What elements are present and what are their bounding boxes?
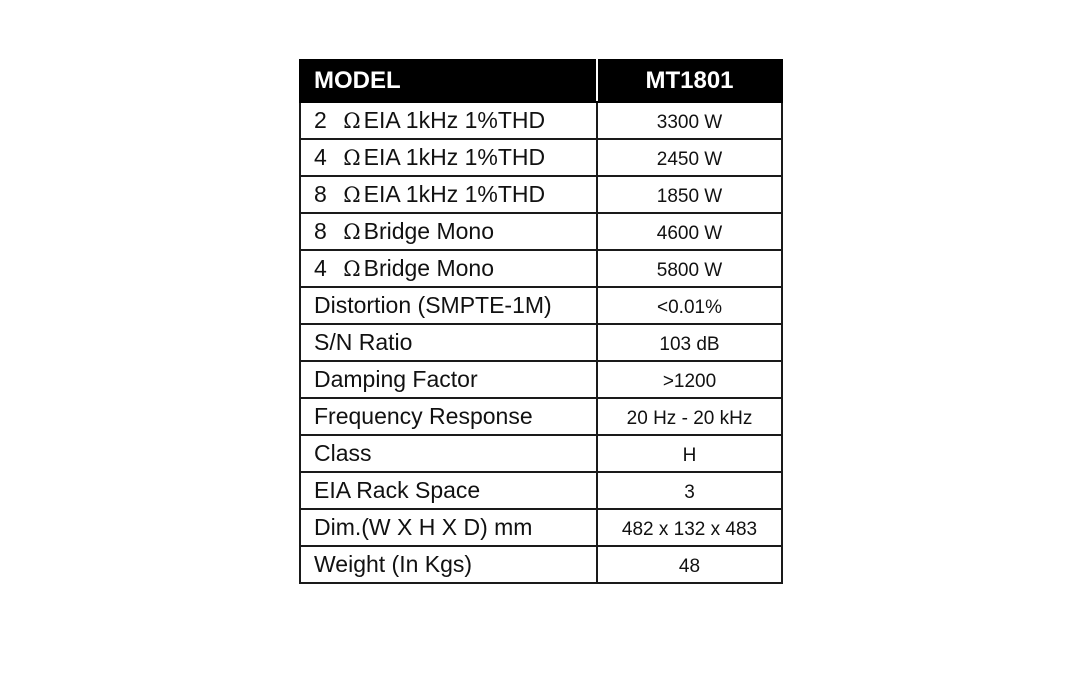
table-row [300, 435, 782, 472]
row-value: 5800 W [597, 250, 782, 287]
condition-text: Bridge Mono [363, 255, 495, 281]
condition-text: EIA 1kHz 1%THD [363, 144, 546, 170]
row-label [300, 176, 597, 213]
table-row [300, 509, 782, 546]
row-value: >1200 [597, 361, 782, 398]
row-value: 20 Hz - 20 kHz [597, 398, 782, 435]
row-value: 1850 W [597, 176, 782, 213]
impedance-number: 8 [314, 181, 334, 207]
table-row [300, 361, 782, 398]
table-row [300, 250, 782, 287]
row-label: Damping Factor [300, 361, 597, 398]
row-value: 48 [597, 546, 782, 583]
row-value: 482 x 132 x 483 [597, 509, 782, 546]
row-label: Dim.(W X H X D) mm [300, 509, 597, 546]
table-row [300, 472, 782, 509]
row-value: 3300 W [597, 102, 782, 139]
impedance-number: 4 [314, 144, 334, 170]
row-value: <0.01% [597, 287, 782, 324]
impedance-number: 4 [314, 255, 334, 281]
table-row [300, 213, 782, 250]
spec-table [299, 59, 783, 584]
row-value: 103 dB [597, 324, 782, 361]
table-row [300, 546, 782, 583]
row-value: 2450 W [597, 139, 782, 176]
condition-text: EIA 1kHz 1%THD [363, 107, 546, 133]
row-label: Distortion (SMPTE-1M) [300, 287, 597, 324]
table-row [300, 287, 782, 324]
row-label [300, 139, 597, 176]
ohm-symbol: Ω [343, 257, 361, 281]
table-row [300, 102, 782, 139]
header-label-cell: MODEL [300, 60, 597, 102]
table-row [300, 139, 782, 176]
header-model-cell: MT1801 [597, 60, 782, 102]
table-row [300, 176, 782, 213]
condition-text: EIA 1kHz 1%THD [363, 181, 546, 207]
row-label: Weight (In Kgs) [300, 546, 597, 583]
row-label [300, 213, 597, 250]
table-header-row [300, 60, 782, 102]
row-label: Frequency Response [300, 398, 597, 435]
table-row [300, 398, 782, 435]
ohm-symbol: Ω [343, 183, 361, 207]
row-label [300, 102, 597, 139]
row-label: Class [300, 435, 597, 472]
impedance-number: 8 [314, 218, 334, 244]
condition-text: Bridge Mono [363, 218, 495, 244]
impedance-number: 2 [314, 107, 334, 133]
ohm-symbol: Ω [343, 220, 361, 244]
row-label: EIA Rack Space [300, 472, 597, 509]
ohm-symbol: Ω [343, 146, 361, 170]
row-value: H [597, 435, 782, 472]
row-value: 4600 W [597, 213, 782, 250]
ohm-symbol: Ω [343, 109, 361, 133]
row-value: 3 [597, 472, 782, 509]
table-row [300, 324, 782, 361]
row-label: S/N Ratio [300, 324, 597, 361]
row-label [300, 250, 597, 287]
